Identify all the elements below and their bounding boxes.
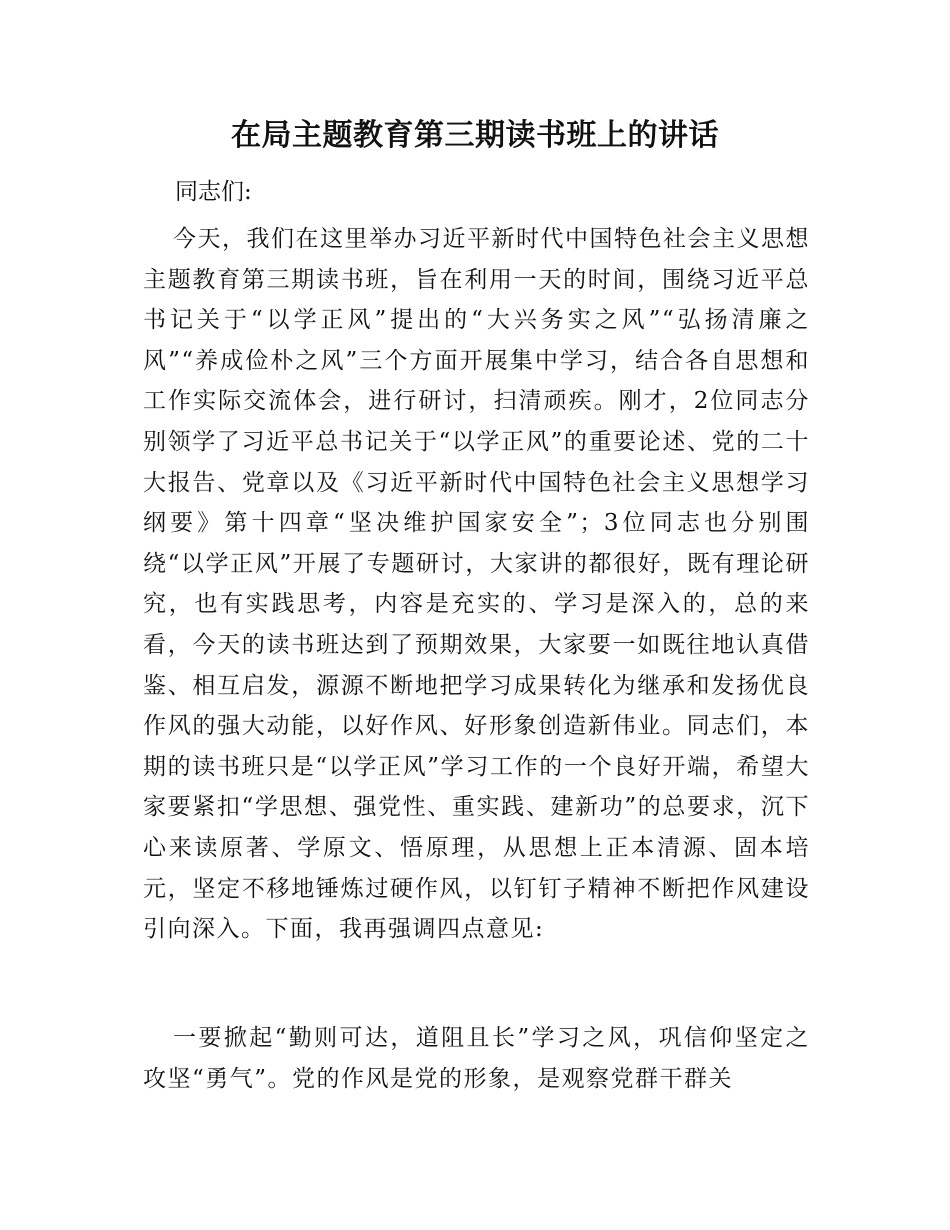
body-paragraph-2: 一要掀起“勤则可达，道阻且长”学习之风，巩信仰坚定之攻坚“勇气”。党的作风是党的形象，是观察党群干群关 [143, 1025, 810, 1092]
document-title: 在局主题教育第三期读书班上的讲话 [231, 118, 719, 153]
body-paragraph-1: 今天，我们在这里举办习近平新时代中国特色社会主义思想主题教育第三期读书班，旨在利用一天的时间，围绕习近平总书记关于“以学正风”提出的“大兴务实之风”“弘扬清廉之风”“养成俭朴之风”三个方面开展集中学习，结合各自思想和工作实际交流体会，进行研讨，扫清顽疾。刚才，2位同志分别领学了习近平总书记关于“以学正风”的重要论述、党的二十大报告、党章以及《习近平新时代中国特色社会主义思想学习纲要》第十四章“坚决维护国家安全”；3位同志也分别围绕“以学正风”开展了专题研讨，大家讲的都很好，既有理论研究，也有实践思考，内容是充实的、学习是深入的，总的来看，今天的读书班达到了预期效果，大家要一如既往地认真借鉴、相互启发，源源不断地把学习成果转化为继承和发扬优良作风的强大动能，以好作风、好形象创造新伟业。同志们，本期的读书班只是“以学正风”学习工作的一个良好开端，希望大家要紧扣“学思想、强党性、重实践、建新功”的总要求，沉下心来读原著、学原文、悟原理，从思想上正本清源、固本培元，坚定不移地锤炼过硬作风，以钉钉子精神不断把作风建设引向深入。下面，我再强调四点意见: [143, 226, 810, 943]
salutation: 同志们: [175, 179, 252, 205]
